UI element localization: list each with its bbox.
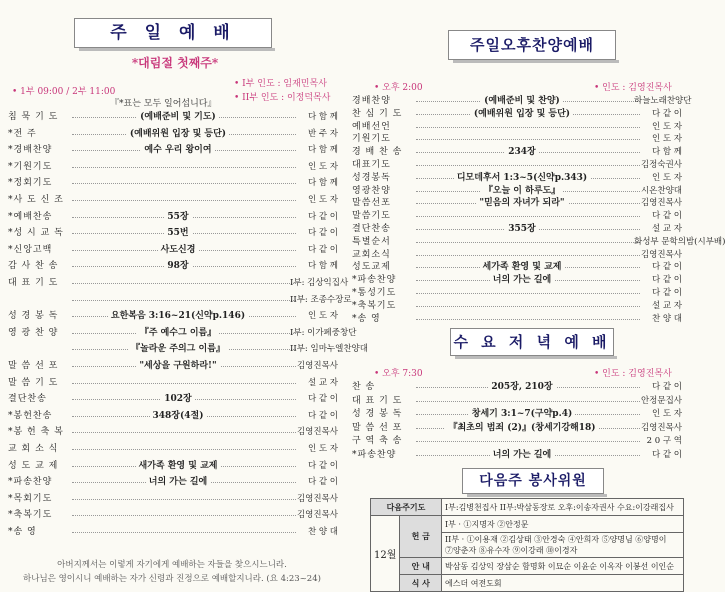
morning-stand-note: 『*표는 모두 일어섭니다』 [110,99,217,109]
afternoon-row-label: 결단찬송 [352,224,391,234]
dotted-leader [416,139,640,140]
offering-part2-line1: II부 · ①이용재 ②김상태 ③안경숙 ④안희자 ⑤양명님 ⑥양명이 [445,535,667,544]
next-week-prayer-label: 다음주기도 [371,499,442,516]
dotted-leader [416,293,640,294]
morning-row-label: *정회기도 [8,178,53,189]
afternoon-row-leader: 다 같 이 [651,262,682,273]
wednesday-row-label: *파송찬양 [352,449,397,460]
afternoon-time: • 오후 2:00 [374,83,423,93]
wednesday-row-content: 『최초의 범죄 (2)』(창세기강해18) [445,423,598,433]
meal-label: 식 사 [400,575,442,592]
morning-row-label: *성 시 교 독 [8,228,64,239]
afternoon-row-leader: 설 교 자 [651,224,682,234]
morning-row-leader: 다 같 이 [307,460,338,471]
morning-row [0,293,352,308]
afternoon-row-label: *송 영 [352,313,381,324]
morning-row-leader: I부: 이가페중창단 [290,327,357,338]
morning-row-label: *봉 헌 축 복 [8,427,64,438]
afternoon-row-leader: 시온찬양대 [640,185,682,196]
morning-time: • 1부 09:00 / 2부 11:00 [12,87,116,97]
afternoon-row-label: 예배선언 [352,121,391,132]
morning-row-content-wrap [72,459,284,474]
morning-row-label: *전 주 [8,128,37,139]
morning-row-leader: II부: 임마누엘찬양대 [290,344,368,355]
afternoon-row-leader: 인 도 자 [651,134,682,145]
afternoon-row-label: 말씀선포 [352,198,391,209]
afternoon-row-content: 『오늘 이 하루도』 [481,186,563,196]
morning-row-label: *송 영 [8,527,37,537]
morning-row-content-wrap [72,309,284,324]
morning-row-content-wrap [72,226,284,241]
morning-row-label: 대 표 기 도 [8,278,59,288]
afternoon-row-leader: 김영진목사 [640,249,682,260]
morning-row-label: 성 경 봉 독 [8,311,59,322]
morning-pastor-2: • II부 인도 : 이정덕목사 [234,93,331,103]
morning-row-content: 102장 [161,394,194,404]
morning-row-leader: 다 같 이 [307,211,338,222]
morning-row-leader: 다 같 이 [307,394,338,405]
wednesday-row-label: 대 표 기 도 [352,395,403,406]
morning-row-label: *파송찬양 [8,477,53,488]
morning-row [0,160,344,175]
morning-row [0,326,357,341]
morning-row [0,409,344,424]
morning-row [0,110,344,125]
afternoon-row-label: 찬 심 기 도 [352,108,403,119]
morning-row [0,525,344,540]
wednesday-row-leader: 안정문집사 [640,395,682,406]
afternoon-row-label: *축복기도 [352,300,397,311]
afternoon-row-leader: 화성부 문학의밤(시부배) [634,236,725,247]
morning-row-content-wrap [72,143,284,158]
afternoon-row-label: 경 배 찬 송 [352,147,403,158]
morning-row-leader: 다 같 이 [307,228,338,239]
morning-row-leader: 김영진목사 [296,510,338,521]
afternoon-row-leader: 다 같 이 [651,275,682,286]
offering-part2 [442,533,684,558]
afternoon-row-label: 대표기도 [352,160,391,170]
morning-pastor-1: • I부 인도 : 임재민목사 [234,79,327,89]
morning-row-label: 말 씀 선 포 [8,361,59,371]
morning-row-leader: 김영진목사 [296,493,338,504]
morning-row-leader: 다 함 께 [307,112,338,122]
morning-row [0,459,344,474]
morning-row-label: *축복기도 [8,510,53,521]
morning-row-leader: II부: 조종수장로 [290,294,352,305]
offering-label: 헌 금 [400,516,442,558]
meal-value: 에스더 여전도회 [442,575,684,592]
afternoon-row-label: 기원기도 [352,134,391,145]
wednesday-row-content-wrap [416,448,628,463]
wednesday-title: 수 요 저 녁 예 배 [450,328,614,356]
wednesday-pastor: • 인도 : 김영진목사 [594,369,672,379]
dotted-leader [72,449,296,450]
morning-row [0,425,344,440]
morning-row-leader: 인 도 자 [307,444,338,454]
morning-row [0,359,344,374]
morning-row-leader: 인 도 자 [307,195,338,205]
morning-row [0,492,344,507]
guide-label: 안 내 [400,558,442,575]
wednesday-row-leader: 다 같 이 [651,382,682,392]
afternoon-row-leader: 찬 양 대 [651,313,682,324]
dotted-leader [72,183,296,184]
afternoon-row-leader: 다 같 이 [651,211,682,222]
wednesday-row-leader: 2 0 구 역 [646,436,682,446]
morning-row [0,127,344,142]
offering-part1: I부 · ①지명자 ②안정문 [442,516,684,533]
morning-row-label: 교 회 소 식 [8,444,59,454]
morning-row [0,442,344,457]
morning-row-content: (예배위원 입장 및 등단) [127,129,229,139]
morning-row-leader: 인 도 자 [307,311,338,322]
afternoon-row-leader: 김정숙권사 [640,160,682,170]
afternoon-row-content: (예배준비 및 찬양) [481,96,563,106]
morning-row-label: 말 씀 기 도 [8,377,59,388]
morning-row [0,210,344,225]
wednesday-row-content: 창세기 3:1~7(구약p.4) [469,409,575,419]
wednesday-row-leader: 인 도 자 [651,409,682,419]
dotted-leader [72,200,296,201]
morning-row-content: 예수 우리 왕이여 [141,145,214,155]
morning-footer-verse-1: 아버지께서는 이렇게 자기에게 예배하는 자들을 찾으시느니라. [57,560,287,570]
morning-row-leader: 다 같 이 [307,244,338,255]
dotted-leader [416,306,640,307]
wednesday-row-content: 너의 가는 길에 [490,450,554,460]
morning-row-label: 결단찬송 [8,394,47,405]
morning-row [0,176,344,191]
service-committee-title: 다음주 봉사위원 [462,468,604,494]
morning-row [0,243,344,258]
morning-row-label: 영 광 찬 양 [8,327,59,338]
morning-row-content-wrap [72,127,284,142]
morning-row [0,259,344,274]
afternoon-row-label: 성도교제 [352,262,391,273]
service-committee-table [370,498,684,592]
morning-row-content-wrap [72,259,284,274]
wednesday-row-label: 성 경 봉 독 [352,409,403,419]
afternoon-row-leader: 인 도 자 [651,172,682,183]
dotted-leader [72,432,296,433]
morning-subtitle: *대림절 첫째주* [131,56,219,70]
dotted-leader [72,515,296,516]
dotted-leader [416,165,640,166]
morning-row-leader: 찬 양 대 [307,527,338,537]
morning-row-leader: 다 같 이 [307,477,338,488]
afternoon-row-label: 영광찬양 [352,185,391,196]
morning-row [0,392,344,407]
morning-row-content: "세상을 구원하라!" [136,361,219,371]
offering-part2-line2: ⑦양춘자 ⑧유수자 ⑨이강래 ⑩이경자 [445,546,578,555]
morning-row-leader: 설 교 자 [307,377,338,388]
afternoon-pastor: • 인도 : 김영진목사 [594,83,672,93]
dotted-leader [416,401,640,402]
morning-row [0,342,368,357]
dotted-leader [416,216,640,217]
morning-row-leader: 다 같 이 [307,410,338,421]
dotted-leader [416,127,640,128]
morning-row-label: *신앙고백 [8,244,53,255]
morning-row-content: 『놀라운 주의그 이름』 [128,344,228,354]
morning-row [0,193,344,208]
morning-row-label: *사 도 신 조 [8,195,64,205]
afternoon-row-content: (예배위원 입장 및 등단) [471,109,573,119]
afternoon-row-leader: 다 같 이 [651,108,682,119]
afternoon-row-content: "믿음의 자녀가 되라" [476,198,567,208]
wednesday-row-leader: 김영진목사 [640,422,682,433]
morning-title: 주 일 예 배 [74,18,272,48]
morning-row [0,508,344,523]
morning-row-leader: 다 함 께 [307,145,338,156]
morning-row-content-wrap [72,110,284,125]
afternoon-row-label: *통성기도 [352,288,397,298]
morning-row-label: *예배찬송 [8,211,53,222]
morning-row-label: *경배찬양 [8,145,53,156]
morning-row-leader: I부: 김상익집사 [290,278,349,288]
afternoon-row-label: 성경봉독 [352,172,391,183]
morning-row-content: 98장 [164,261,191,271]
morning-row-content: 55번 [164,228,191,238]
afternoon-row-leader: 인 도 자 [651,121,682,132]
morning-row-content: 새가족 환영 및 교제 [136,461,221,471]
morning-row [0,276,349,291]
morning-row-leader: 반 주 자 [307,128,338,139]
afternoon-row-leader: 다 함 께 [651,147,682,158]
afternoon-row-leader: 하늘노래찬양단 [634,96,692,106]
afternoon-row-content: 234장 [505,147,538,157]
morning-row-leader: 김영진목사 [296,427,338,438]
dotted-leader [416,242,640,243]
afternoon-row [344,312,688,327]
afternoon-row-leader: 설 교 자 [651,300,682,311]
morning-row-label: 감 사 찬 송 [8,261,59,272]
morning-row-content-wrap [72,210,284,225]
wednesday-row-label: 구 역 축 송 [352,436,403,446]
morning-row-leader: 다 함 께 [307,178,338,189]
wednesday-row [344,448,688,463]
afternoon-row-label: *파송찬양 [352,275,397,286]
afternoon-row-content: 디모데후서 1:3~5(신약p.343) [454,173,590,183]
morning-row-leader: 인 도 자 [307,161,338,172]
dotted-leader [72,383,296,384]
morning-row-content: (예배준비 및 기도) [137,112,219,122]
afternoon-row-leader: 김영진목사 [640,198,682,209]
morning-row-content-wrap [72,392,284,407]
right-column [344,0,725,588]
dotted-leader [72,499,296,500]
afternoon-title: 주일오후찬양예배 [448,30,616,60]
wednesday-row-label: 찬 송 [352,382,376,392]
afternoon-row-label: 경배찬양 [352,96,391,106]
morning-row-content-wrap [72,342,284,357]
dotted-leader [72,167,296,168]
morning-row-content: 『주 예수그 이름』 [137,328,219,338]
afternoon-row-content: 너의 가는 길에 [490,275,554,285]
morning-row-label: 침 묵 기 도 [8,112,59,122]
afternoon-row-label: 말씀기도 [352,211,391,222]
afternoon-row-leader: 다 같 이 [651,288,682,298]
morning-row-label: 성 도 교 제 [8,460,59,471]
dotted-leader [72,283,296,284]
morning-row [0,376,344,391]
morning-row-content-wrap [72,409,284,424]
afternoon-row-content: 세가족 환영 및 교제 [480,262,565,272]
dotted-leader [72,300,296,301]
morning-row-content-wrap [72,359,284,374]
wednesday-row-leader: 다 같 이 [651,449,682,460]
dotted-leader [416,255,640,256]
morning-row-label: *목회기도 [8,493,53,504]
dotted-leader [416,319,640,320]
dotted-leader [72,532,296,533]
wednesday-row-content: 205장, 210장 [488,382,555,392]
morning-row [0,475,344,490]
afternoon-row-label: 특별순서 [352,236,391,247]
morning-row-content: 너의 가는 길에 [146,477,210,487]
morning-row-label: *봉헌찬송 [8,410,53,421]
morning-row-content-wrap [72,475,284,490]
dotted-leader [416,441,640,442]
morning-row-label: *기원기도 [8,161,53,172]
morning-row [0,226,344,241]
morning-row-leader: 다 함 께 [307,261,338,272]
morning-row [0,309,344,324]
morning-row-content: 55장 [164,212,191,222]
next-week-prayer-value: I부:김병천집사 II부:박삼동장로 오후:이송자권사 수요:이강래집사 [442,499,684,516]
morning-row [0,143,344,158]
morning-row-content: 348장(4절) [150,411,207,421]
morning-row-leader: 김영진목사 [296,361,338,371]
month-label: 12월 [371,516,400,592]
morning-row-content-wrap [72,326,284,341]
afternoon-row-label: 교회소식 [352,249,391,260]
wednesday-time: • 오후 7:30 [374,369,423,379]
morning-row-content: 요한복음 3:16~21(신약p.146) [108,311,248,321]
morning-footer-verse-2: 하나님은 영이시니 예배하는 자가 신령과 진정으로 예배할지니라. (요 4:23~24) [23,574,321,584]
wednesday-row-label: 말 씀 선 포 [352,422,403,433]
morning-row-content: 사도신경 [158,245,199,255]
guide-value: 박삼동 김상익 장삼순 함명화 이묘순 이윤순 이옥자 이봉선 이인순 [442,558,684,575]
afternoon-row-content: 355장 [505,224,538,234]
morning-row-content-wrap [72,243,284,258]
